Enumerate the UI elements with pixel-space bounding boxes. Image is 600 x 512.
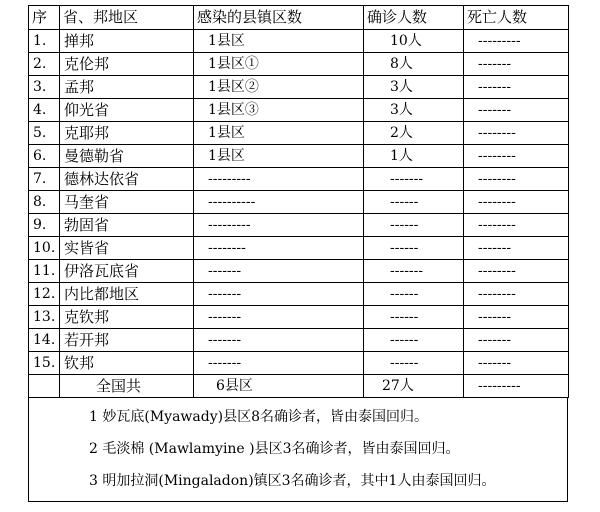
row-infected-counties: 1县区	[194, 122, 364, 145]
row-deaths: ---------	[464, 30, 569, 53]
row-region: 伊洛瓦底省	[60, 260, 194, 283]
table-row	[29, 30, 569, 53]
row-confirmed: 10人	[364, 30, 464, 53]
row-number: 2.	[29, 53, 60, 76]
table-row	[29, 191, 569, 214]
row-confirmed: ------	[364, 237, 464, 260]
row-region: 仰光省	[60, 99, 194, 122]
header-confirmed: 确诊人数	[364, 6, 464, 30]
row-infected-counties: -------	[194, 283, 364, 306]
total-label: 全国共	[60, 375, 194, 398]
row-number: 15.	[29, 352, 60, 375]
table-row	[29, 329, 569, 352]
row-confirmed: ------	[364, 352, 464, 375]
row-deaths: --------	[464, 214, 569, 237]
row-number: 14.	[29, 329, 60, 352]
row-number: 13.	[29, 306, 60, 329]
row-confirmed: ------	[364, 214, 464, 237]
table-header-row	[29, 6, 569, 30]
row-infected-counties: ---------	[194, 214, 364, 237]
row-deaths: -------	[464, 76, 569, 99]
row-number: 12.	[29, 283, 60, 306]
row-region: 克耶邦	[60, 122, 194, 145]
table-row	[29, 352, 569, 375]
table-row	[29, 53, 569, 76]
row-deaths: -------	[464, 306, 569, 329]
row-region: 掸邦	[60, 30, 194, 53]
header-deaths: 死亡人数	[464, 6, 569, 30]
total-confirmed: 27人	[364, 375, 464, 398]
row-infected-counties: -------	[194, 329, 364, 352]
row-confirmed: -------	[364, 168, 464, 191]
row-deaths: -------	[464, 237, 569, 260]
row-deaths: -------	[464, 99, 569, 122]
row-region: 勃固省	[60, 214, 194, 237]
table-row	[29, 122, 569, 145]
row-deaths: --------	[464, 145, 569, 168]
row-infected-counties: -------	[194, 306, 364, 329]
row-number: 4.	[29, 99, 60, 122]
total-deaths: ---------	[464, 375, 569, 398]
row-confirmed: ------	[364, 329, 464, 352]
row-infected-counties: -------	[194, 260, 364, 283]
row-deaths: --------	[464, 122, 569, 145]
row-infected-counties: 1县区	[194, 145, 364, 168]
row-deaths: --------	[464, 191, 569, 214]
row-number: 3.	[29, 76, 60, 99]
row-infected-counties: ---------	[194, 168, 364, 191]
row-infected-counties: 1县区③	[194, 99, 364, 122]
header-region: 省、邦地区	[60, 6, 194, 30]
row-confirmed: ------	[364, 283, 464, 306]
row-confirmed: 1人	[364, 145, 464, 168]
table-row	[29, 306, 569, 329]
row-confirmed: 8人	[364, 53, 464, 76]
total-row	[29, 375, 569, 398]
header-infected-counties: 感染的县镇区数	[194, 6, 364, 30]
row-confirmed: 3人	[364, 99, 464, 122]
row-region: 钦邦	[60, 352, 194, 375]
row-deaths: --------	[464, 283, 569, 306]
covid-region-table-document	[28, 5, 568, 502]
row-region: 孟邦	[60, 76, 194, 99]
row-number: 8.	[29, 191, 60, 214]
table-row	[29, 237, 569, 260]
row-number: 10.	[29, 237, 60, 260]
table-row	[29, 260, 569, 283]
row-deaths: --------	[464, 260, 569, 283]
row-confirmed: 2人	[364, 122, 464, 145]
row-region: 德林达依省	[60, 168, 194, 191]
row-number: 9.	[29, 214, 60, 237]
row-region: 曼德勒省	[60, 145, 194, 168]
row-number: 1.	[29, 30, 60, 53]
row-infected-counties: 1县区①	[194, 53, 364, 76]
row-region: 克伦邦	[60, 53, 194, 76]
table-body	[29, 30, 569, 375]
row-confirmed: ------	[364, 306, 464, 329]
footnote-2: 2 毛淡棉 (Mawlamyine )县区3名确诊者，皆由泰国回归。	[89, 441, 460, 457]
footnotes-box	[28, 398, 568, 502]
row-number: 7.	[29, 168, 60, 191]
row-region: 克钦邦	[60, 306, 194, 329]
table-row	[29, 99, 569, 122]
table-row	[29, 76, 569, 99]
total-counties: 6县区	[194, 375, 364, 398]
row-region: 实皆省	[60, 237, 194, 260]
row-infected-counties: 1县区	[194, 30, 364, 53]
row-number: 6.	[29, 145, 60, 168]
table-row	[29, 283, 569, 306]
row-confirmed: ------	[364, 191, 464, 214]
row-deaths: --------	[464, 168, 569, 191]
row-number: 5.	[29, 122, 60, 145]
row-deaths: -------	[464, 53, 569, 76]
regional-cases-table	[28, 5, 569, 398]
footnote-1: 1 妙瓦底(Myawady)县区8名确诊者，皆由泰国回归。	[89, 409, 428, 425]
row-region: 内比都地区	[60, 283, 194, 306]
row-confirmed: 3人	[364, 76, 464, 99]
table-row	[29, 145, 569, 168]
row-infected-counties: ----------	[194, 191, 364, 214]
table-row	[29, 214, 569, 237]
row-region: 若开邦	[60, 329, 194, 352]
row-deaths: -------	[464, 352, 569, 375]
row-infected-counties: --------	[194, 237, 364, 260]
table-row	[29, 168, 569, 191]
row-confirmed: -------	[364, 260, 464, 283]
row-number: 11.	[29, 260, 60, 283]
header-number: 序	[29, 6, 60, 30]
row-infected-counties: 1县区②	[194, 76, 364, 99]
footnote-3: 3 明加拉洞(Mingaladon)镇区3名确诊者，其中1人由泰国回归。	[89, 473, 496, 489]
row-region: 马奎省	[60, 191, 194, 214]
row-infected-counties: -------	[194, 352, 364, 375]
row-deaths: -------	[464, 329, 569, 352]
total-number	[29, 375, 60, 398]
